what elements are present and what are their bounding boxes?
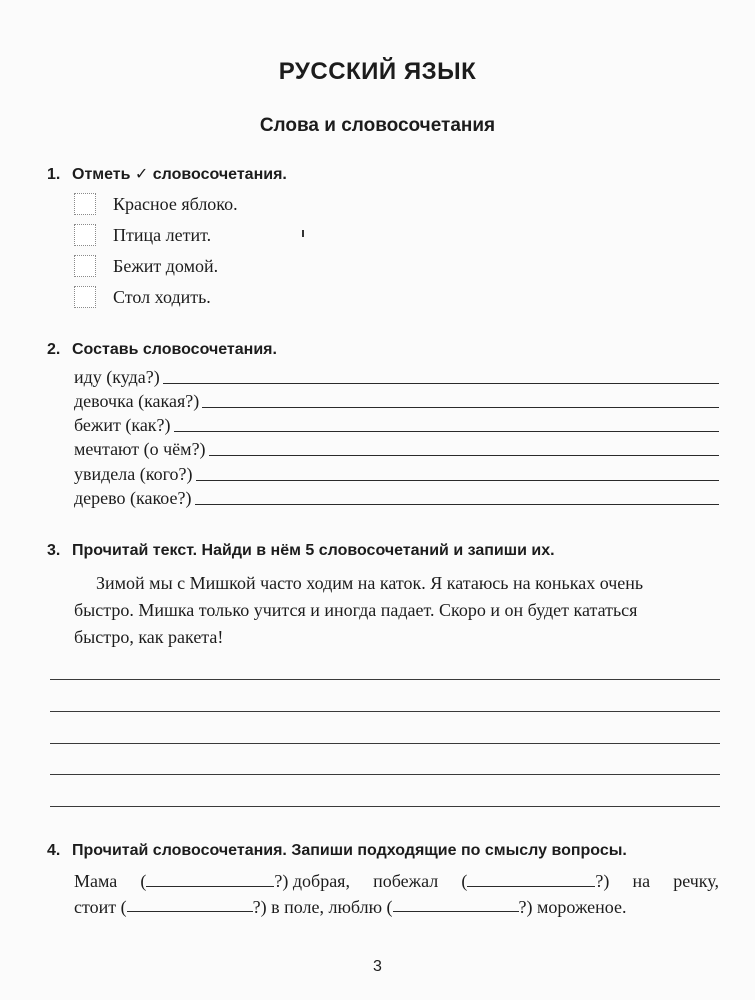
option-row[interactable] [74,192,238,216]
task-3-instruction: Прочитай текст. Найди в нём 5 словосочетаний и запиши их. [72,542,555,559]
text-fragment: ?) в поле, люблю ( [252,897,393,917]
fill-row[interactable] [74,436,719,460]
task-4-heading [47,842,627,860]
checkbox[interactable] [74,255,96,277]
page-subtitle: Слова и словосочетания [259,115,496,136]
task-1-heading [47,164,287,184]
fill-row[interactable] [74,412,719,436]
answer-blank[interactable] [393,895,519,912]
writing-line[interactable] [50,774,720,775]
writing-line[interactable] [50,711,720,712]
prompt-text: бежит (как?) [74,415,171,435]
text-fragment: ( [461,871,468,891]
prompt-text: дерево (какое?) [74,488,192,508]
answer-blank[interactable] [146,870,274,887]
checkbox[interactable] [74,286,96,308]
task-4-number: 4. [47,842,61,859]
option-label: Стол ходить. [113,286,211,307]
task-2-heading [47,341,277,359]
fill-row[interactable] [74,461,719,485]
task-3-heading [47,542,555,560]
text-fragment: побежал [373,871,439,891]
answer-line[interactable] [202,407,719,408]
text-fragment: ?) [595,871,610,891]
writing-line[interactable] [50,806,720,807]
task-2-number: 2. [47,341,61,358]
text-line: быстро. Мишка только учится и иногда падает. Скоро и он будет кататься [74,600,638,620]
fill-row[interactable] [74,364,719,388]
fill-row[interactable] [74,388,719,412]
text-fragment: речку, [673,871,719,891]
prompt-text: иду (куда?) [74,367,160,387]
text-fragment: на [632,871,651,891]
text-fragment: ?) добрая, [274,871,350,891]
checkbox[interactable] [74,193,96,215]
fill-row[interactable] [74,485,719,509]
prompt-text: увидела (кого?) [74,464,193,484]
checkbox[interactable] [74,224,96,246]
text-fragment: Мама [74,871,118,891]
page-title: РУССКИЙ ЯЗЫК [278,58,477,85]
option-label: Красное яблоко. [113,193,238,214]
writing-line[interactable] [50,679,720,680]
text-fragment: ( [140,871,147,891]
text-line: Зимой мы с Мишкой часто ходим на каток. Я катаюсь на коньках очень [96,573,644,593]
writing-line[interactable] [50,743,720,744]
answer-line[interactable] [209,455,719,456]
task-1-instruction: Отметь ✓ словосочетания. [72,166,287,183]
task-2-instruction: Составь словосочетания. [72,341,277,358]
prompt-text: мечтают (о чём?) [74,439,206,459]
answer-line[interactable] [195,504,720,505]
reading-text [74,570,724,651]
answer-blank[interactable] [467,870,595,887]
task-4-line-1 [74,869,719,893]
page-number: 3 [373,958,382,975]
option-row[interactable] [74,254,218,278]
stray-mark [302,230,304,237]
text-fragment: стоит ( [74,897,127,917]
answer-line[interactable] [163,383,719,384]
prompt-text: девочка (какая?) [74,391,200,411]
option-label: Птица летит. [113,224,212,245]
task-1-number: 1. [47,166,61,183]
option-row[interactable] [74,285,211,309]
text-line: быстро, как ракета! [74,627,224,647]
text-fragment: ?) мороженое. [518,897,627,917]
answer-line[interactable] [196,480,720,481]
task-4-instruction: Прочитай словосочетания. Запиши подходящие по смыслу вопросы. [72,842,627,859]
answer-blank[interactable] [127,895,253,912]
task-4-line-2 [74,895,719,919]
task-3-number: 3. [47,542,61,559]
option-label: Бежит домой. [113,255,219,276]
option-row[interactable] [74,223,211,247]
answer-line[interactable] [174,431,719,432]
